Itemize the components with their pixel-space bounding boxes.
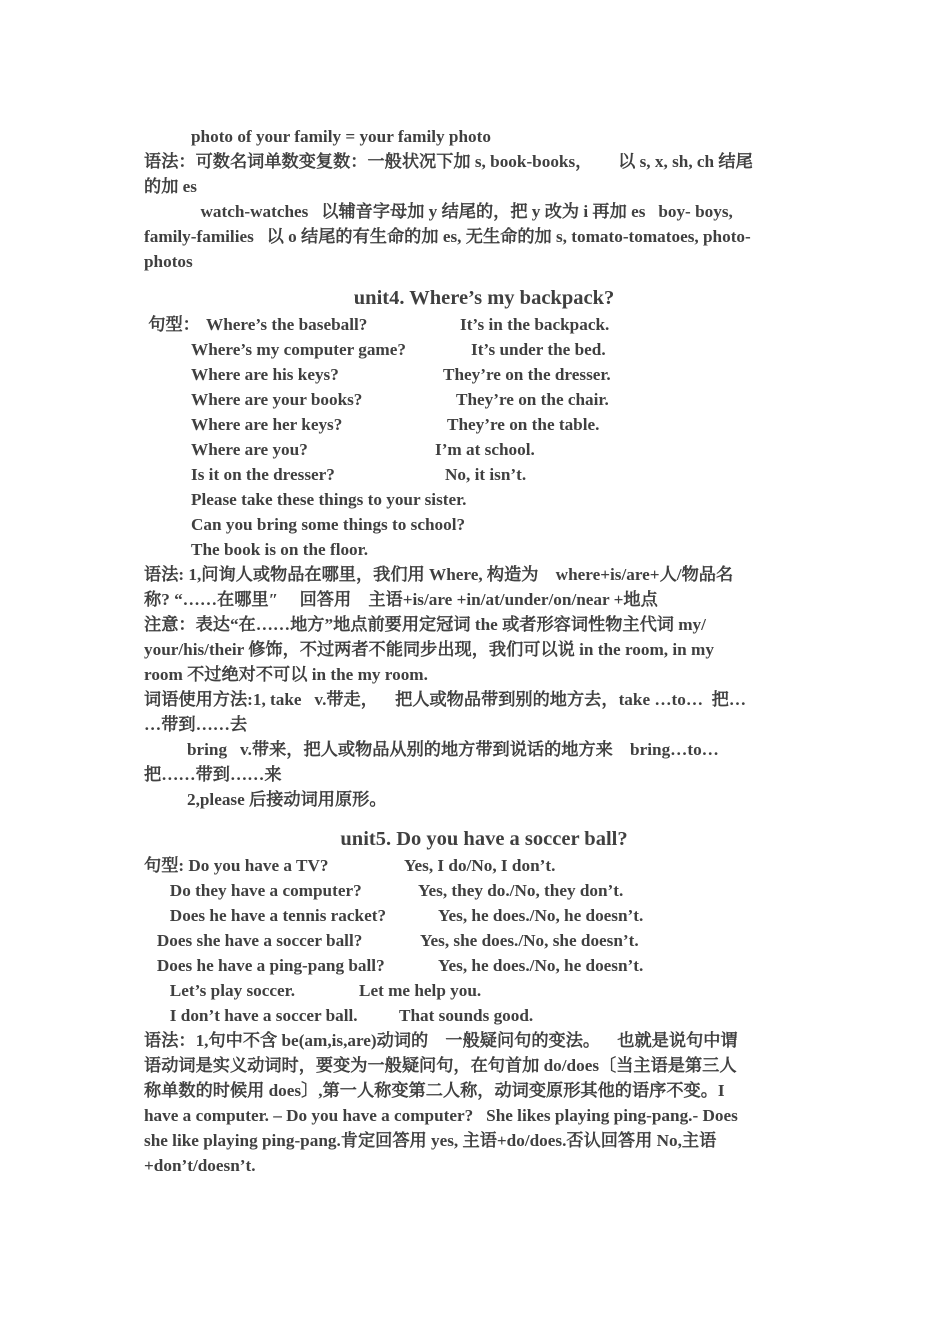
- sentence-row: [144, 462, 824, 487]
- sentence-row: [144, 412, 824, 437]
- usage-line: 词语使用方法:1, take v.带走， 把人或物品带到别的地方去，take …to… 把…: [144, 690, 747, 709]
- question: Do they have a computer?: [144, 881, 362, 900]
- usage-line: 把……带到……来: [144, 765, 282, 784]
- unit5-title: unit5. Do you have a soccer ball?: [340, 828, 628, 850]
- grammar-line: 称单数的时候用 does〕,第一人称变第二人称，动词变原形其他的语序不变。I: [144, 1081, 725, 1100]
- answer: Yes, she does./No, she doesn’t.: [420, 931, 639, 950]
- question: I don’t have a soccer ball.: [144, 1006, 358, 1025]
- sentence: The book is on the floor.: [191, 540, 369, 559]
- question: Where are her keys?: [191, 415, 343, 434]
- grammar-line: have a computer. – Do you have a computer? She likes playing ping-pang.- Does: [144, 1106, 738, 1125]
- question: Where are his keys?: [191, 365, 339, 384]
- grammar-line: 语法: 1,问询人或物品在哪里，我们用 Where, 构造为 where+is/are+人/物品名: [144, 565, 734, 584]
- grammar-line: family-families 以 o 结尾的有生命的加 es, 无生命的加 s, tomato-tomatoes, photo-: [144, 227, 751, 246]
- usage-line: bring v.带来，把人或物品从别的地方带到说话的地方来 bring…to…: [144, 740, 719, 759]
- grammar-line: photos: [144, 252, 193, 271]
- sentence-row: [144, 978, 824, 1003]
- answer: Yes, he does./No, he doesn’t.: [438, 906, 644, 925]
- sentence-row: [144, 312, 824, 337]
- sentence-row: [144, 928, 824, 953]
- sentence-row: [144, 387, 824, 412]
- answer: It’s in the backpack.: [460, 315, 610, 334]
- answer: Yes, they do./No, they don’t.: [418, 881, 624, 900]
- usage-line: …带到……去: [144, 715, 248, 734]
- grammar-line: 语法：可数名词单数变复数：一般状况下加 s, book-books， 以 s, x, sh, ch 结尾: [144, 152, 753, 171]
- note-line: room 不过绝对不可以 in the my room.: [144, 665, 428, 684]
- answer: Yes, he does./No, he doesn’t.: [438, 956, 644, 975]
- note-line: 注意：表达“在……地方”地点前要用定冠词 the 或者形容词性物主代词 my/: [144, 615, 706, 634]
- question: Where’s the baseball?: [206, 315, 368, 334]
- answer: They’re on the dresser.: [443, 365, 611, 384]
- question: Where are your books?: [191, 390, 363, 409]
- grammar-line: she like playing ping-pang.肯定回答用 yes, 主语+do/does.否认回答用 No,主语: [144, 1131, 717, 1150]
- grammar-line: +don’t/doesn’t.: [144, 1156, 256, 1175]
- grammar-line: 语法：1,句中不含 be(am,is,are)动词的 一般疑问句的变法。 也就是说句中谓: [144, 1031, 738, 1050]
- sentence-row: [144, 853, 824, 878]
- answer: Yes, I do/No, I don’t.: [404, 856, 556, 875]
- sentence-row: [144, 903, 824, 928]
- sentence: Can you bring some things to school?: [191, 515, 466, 534]
- sentence-row: [144, 953, 824, 978]
- sentence-row: [144, 878, 824, 903]
- sentence-row: [144, 337, 824, 362]
- question: Where’s my computer game?: [191, 340, 406, 359]
- question: Does she have a soccer ball?: [144, 931, 363, 950]
- question: Where are you?: [191, 440, 308, 459]
- sentence-row: [144, 362, 824, 387]
- answer: I’m at school.: [435, 440, 535, 459]
- unit4-title: unit4. Where’s my backpack?: [353, 287, 615, 309]
- sentence-row: [144, 437, 824, 462]
- answer: They’re on the table.: [447, 415, 600, 434]
- sentence: Please take these things to your sister.: [191, 490, 467, 509]
- sentence-pattern-label: 句型：: [144, 315, 200, 334]
- document-page: [144, 124, 824, 1178]
- question: Let’s play soccer.: [144, 981, 296, 1000]
- question: Does he have a ping-pang ball?: [144, 956, 385, 975]
- answer: They’re on the chair.: [456, 390, 609, 409]
- photo-line: photo of your family = your family photo: [191, 127, 491, 146]
- question: Is it on the dresser?: [191, 465, 335, 484]
- answer: No, it isn’t.: [445, 465, 527, 484]
- grammar-line: 的加 es: [144, 177, 197, 196]
- answer: It’s under the bed.: [471, 340, 606, 359]
- grammar-line: 称? “……在哪里″ 回答用 主语+is/are +in/at/under/on/near +地点: [144, 590, 658, 609]
- question: 句型: Do you have a TV?: [144, 856, 329, 875]
- grammar-line: watch-watches 以辅音字母加 y 结尾的，把 y 改为 i 再加 es boy- boys,: [179, 202, 733, 221]
- answer: Let me help you.: [359, 981, 482, 1000]
- grammar-line: 语动词是实义动词时，要变为一般疑问句，在句首加 do/does〔当主语是第三人: [144, 1056, 737, 1075]
- sentence-row: [144, 1003, 824, 1028]
- answer: That sounds good.: [399, 1006, 534, 1025]
- usage-line: 2,please 后接动词用原形。: [144, 790, 387, 809]
- question: Does he have a tennis racket?: [144, 906, 387, 925]
- note-line: your/his/their 修饰，不过两者不能同步出现，我们可以说 in the room, in my: [144, 640, 714, 659]
